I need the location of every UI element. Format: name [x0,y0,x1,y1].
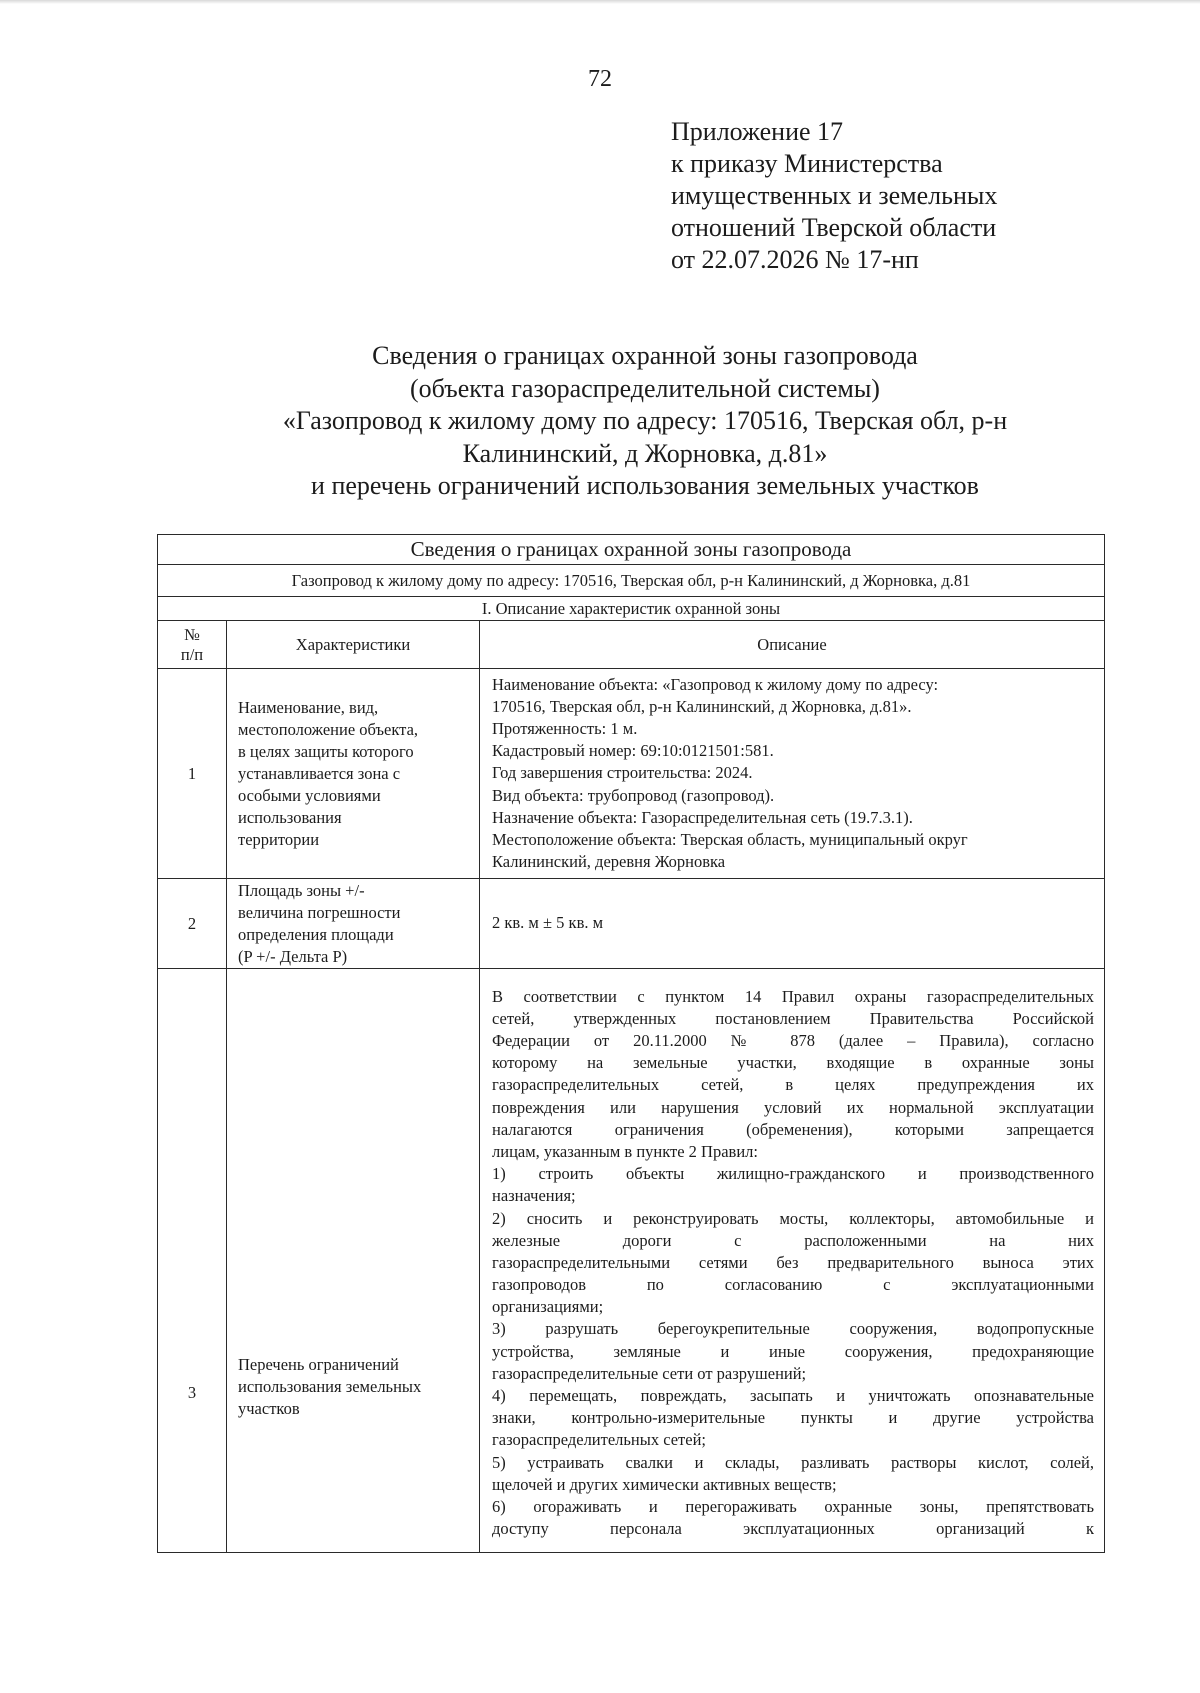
row-description [480,879,1105,969]
restriction-line: Федерации от 20.11.2000 № 878 (далее – Правила), согласно [492,1031,1095,1051]
row-number: 2 [158,879,227,969]
restriction-line: знаки, контрольно-измерительные пункты и другие устройства [492,1408,1095,1428]
table-section-row [158,597,1105,621]
title-line: (объекта газораспределительной системы) [410,373,880,403]
restriction-line: назначения; [492,1186,576,1206]
restriction-line: сетей, утвержденных постановлением Правительства Российской [492,1008,1095,1028]
characteristic-line: устанавливается зона с [238,763,401,783]
table-row [158,969,1105,1553]
page-number: 72 [588,66,612,92]
appendix-line: имущественных и земельных [671,181,998,210]
column-header-number-line1: № [184,624,200,644]
title-line: Калининский, д Жорновка, д.81» [462,438,828,468]
table-header-row [158,535,1105,565]
table-row [158,669,1105,879]
description-line: Кадастровый номер: 69:10:0121501:581. [492,741,774,761]
restriction-line: газораспределительные сети от разрушений; [492,1363,807,1383]
title-line: и перечень ограничений использования земельных участков [311,471,979,500]
restriction-line: газораспределительных сетей, в целях предупреждения их [492,1075,1095,1095]
row-description [480,969,1105,1553]
restriction-line: щелочей и других химически активных веществ; [492,1474,837,1494]
description-line: Протяженность: 1 м. [492,718,638,738]
column-header-number-line2: п/п [180,644,204,664]
appendix-line: отношений Тверской области [671,213,997,242]
description-line: 2 кв. м ± 5 кв. м [492,913,604,933]
row-characteristic [227,969,480,1553]
restriction-line: устройства, земляные и иные сооружения, предохраняющие [492,1341,1095,1361]
restriction-line: газораспределительных сетей; [492,1430,707,1450]
row-characteristic [227,879,480,969]
characteristic-line: местоположение объекта, [238,719,419,739]
title-line: Сведения о границах охранной зоны газопровода [372,341,918,370]
characteristic-line: определения площади [238,924,394,944]
characteristic-line: Площадь зоны +/- [238,880,365,900]
description-line: 170516, Тверская обл, р-н Калининский, д Жорновка, д.81». [492,696,912,716]
column-header-number [158,621,227,669]
characteristic-line: территории [238,829,320,849]
restriction-line: газопроводов по согласованию с эксплуатационными [492,1275,1095,1295]
characteristic-line: в целях защиты которого [238,741,414,761]
restriction-line: 1) строить объекты жилищно-гражданского и производственного [492,1164,1095,1184]
row-number: 3 [187,1382,197,1402]
characteristic-line: Перечень ограничений [238,1355,399,1374]
restriction-line: организациями; [492,1297,604,1317]
restriction-line: газораспределительными сетями без предварительного выноса этих [492,1252,1095,1272]
restriction-line: 4) перемещать, повреждать, засыпать и уничтожать опознавательные [492,1386,1095,1406]
restriction-line: 5) устраивать свалки и склады, разливать растворы кислот, солей, [492,1452,1095,1472]
restrictions-text [492,986,1094,1541]
restriction-line: налагаются ограничения (обременения), которыми запрещается [492,1119,1095,1139]
characteristic-line: участков [238,1399,300,1418]
restriction-line: 2) сносить и реконструировать мосты, коллекторы, автомобильные и [492,1208,1095,1228]
restriction-line: 3) разрушать берегоукрепительные сооружения, водопропускные [492,1319,1095,1339]
column-header-characteristics: Характеристики [227,621,480,669]
restriction-line: доступу персонала эксплуатационных организаций к [492,1519,1095,1539]
table-object-row [158,565,1105,597]
description-line: Наименование объекта: «Газопровод к жилому дому по адресу: [492,674,939,694]
table-row [158,879,1105,969]
document-title [150,340,1140,503]
row-description [480,669,1105,879]
appendix-line: от 22.07.2026 № 17-нп [671,245,919,274]
characteristic-line: (P +/- Дельта P) [238,946,348,966]
table-main-header: Сведения о границах охранной зоны газопровода [158,535,1105,565]
restriction-line: повреждения или нарушения условий их нормальной эксплуатации [492,1097,1095,1117]
row-characteristic [227,669,480,879]
row-number: 1 [158,669,227,879]
row-number-cell [158,969,227,1553]
column-header-description: Описание [480,621,1105,669]
characteristic-lines [238,1354,475,1420]
column-header-row [158,621,1105,669]
restriction-line: лицам, указанным в пункте 2 Правил: [492,1141,758,1161]
restriction-line: которому на земельные участки, входящие в охранные зоны [492,1053,1095,1073]
restriction-line: железные дороги с расположенными на них [492,1230,1095,1250]
scan-top-edge [0,0,1200,4]
description-line: Калининский, деревня Жорновка [492,852,726,872]
restriction-line: 6) огораживать и перегораживать охранные зоны, препятствовать [492,1496,1095,1516]
restriction-line: В соответствии с пунктом 14 Правил охраны газораспределительных [492,986,1095,1006]
description-line: Вид объекта: трубопровод (газопровод). [492,785,775,805]
description-line: Местоположение объекта: Тверская область, муниципальный округ [492,830,968,849]
appendix-block [671,116,997,276]
characteristic-line: величина погрешности [238,902,401,922]
characteristic-line: использования земельных [238,1377,422,1396]
characteristic-line: Наименование, вид, [238,697,379,717]
table-section-title: I. Описание характеристик охранной зоны [158,597,1105,621]
description-line: Назначение объекта: Газораспределительная сеть (19.7.3.1). [492,807,913,827]
table-object-header: Газопровод к жилому дому по адресу: 170516, Тверская обл, р-н Калининский, д Жорновка, д.81 [158,565,1105,597]
title-line: «Газопровод к жилому дому по адресу: 170516, Тверская обл, р-н [282,406,1008,435]
characteristic-line: особыми условиями [238,785,381,805]
description-line: Год завершения строительства: 2024. [492,763,753,783]
protection-zone-table [157,534,1105,1553]
appendix-line: Приложение 17 [671,117,844,146]
characteristic-line: использования [238,807,342,827]
appendix-line: к приказу Министерства [671,149,943,178]
